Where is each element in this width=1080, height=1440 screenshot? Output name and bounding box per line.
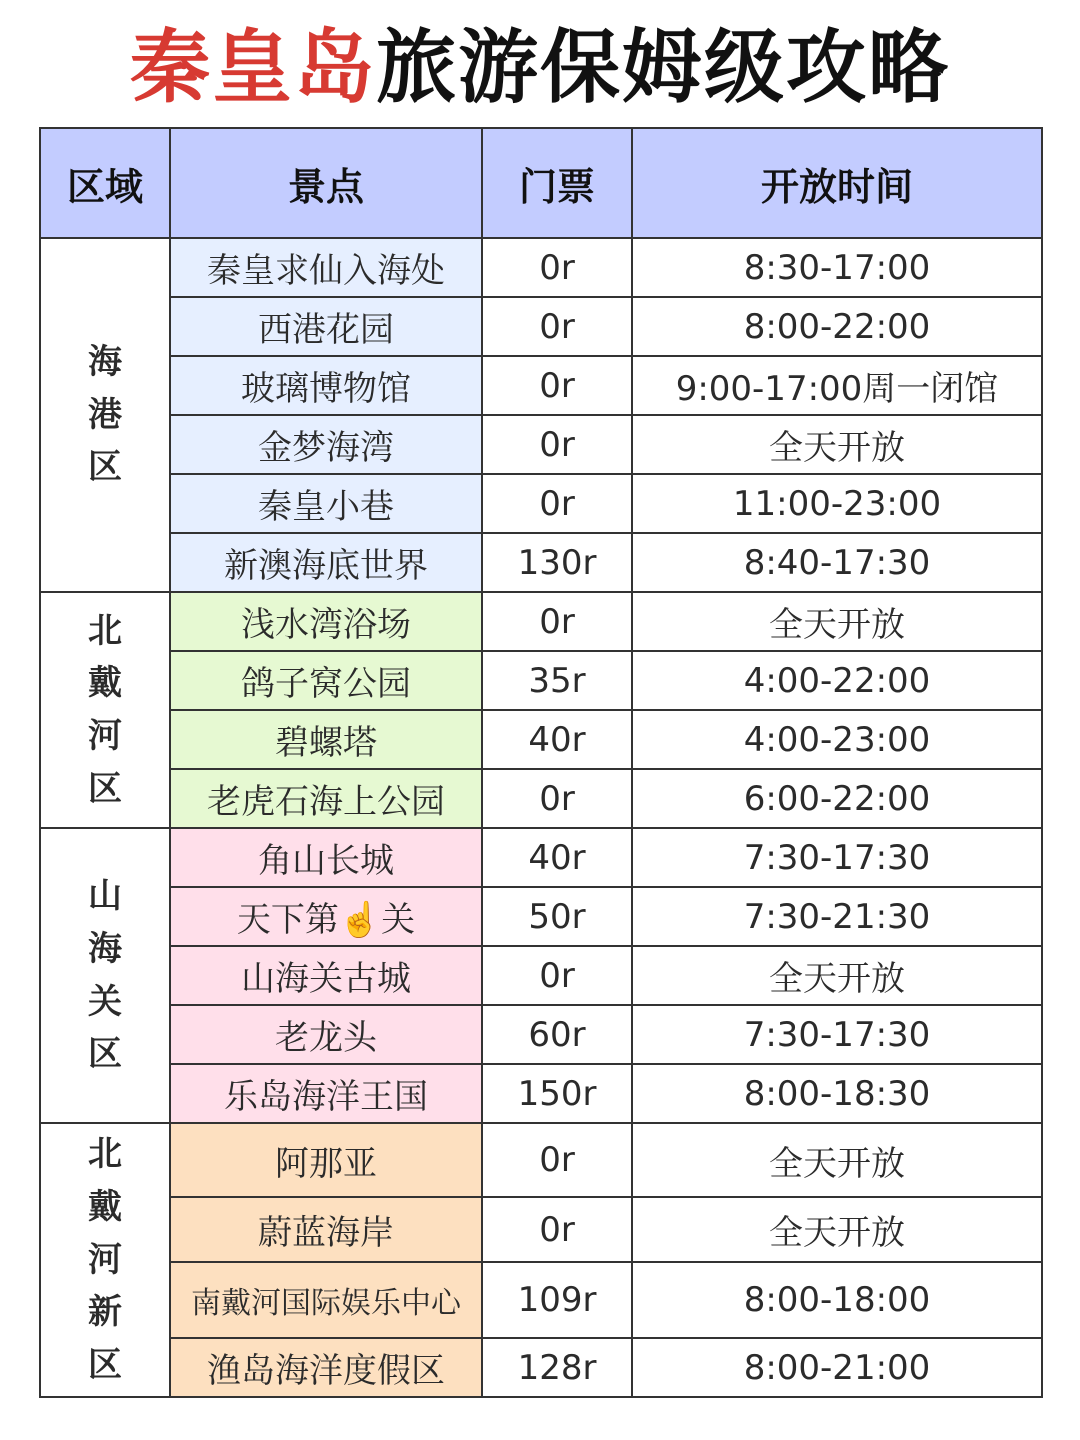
ticket-price: 0r [482, 238, 632, 297]
region-beidaihe: 北 戴 河 区 [40, 592, 170, 828]
spot-name: 山海关古城 [170, 946, 482, 1005]
spot-name: 天下第☝️关 [170, 887, 482, 946]
table-row [40, 415, 1042, 474]
opening-hours: 4:00-22:00 [632, 651, 1042, 710]
region-haigang: 海 港 区 [40, 238, 170, 592]
spot-name: 鸽子窝公园 [170, 651, 482, 710]
header-hours: 开放时间 [632, 128, 1042, 238]
opening-hours: 8:00-22:00 [632, 297, 1042, 356]
opening-hours: 全天开放 [632, 592, 1042, 651]
spot-name: 玻璃博物馆 [170, 356, 482, 415]
header-ticket: 门票 [482, 128, 632, 238]
spot-name: 阿那亚 [170, 1123, 482, 1197]
ticket-price: 150r [482, 1064, 632, 1123]
table-row [40, 946, 1042, 1005]
page-title [0, 18, 1080, 118]
ticket-price: 0r [482, 1197, 632, 1262]
opening-hours: 8:30-17:00 [632, 238, 1042, 297]
ticket-price: 128r [482, 1338, 632, 1397]
opening-hours: 6:00-22:00 [632, 769, 1042, 828]
table-row [40, 887, 1042, 946]
ticket-price: 0r [482, 592, 632, 651]
spot-name: 新澳海底世界 [170, 533, 482, 592]
table-row [40, 1123, 1042, 1197]
table-row [40, 769, 1042, 828]
opening-hours: 11:00-23:00 [632, 474, 1042, 533]
table-row [40, 1197, 1042, 1262]
opening-hours: 8:00-18:30 [632, 1064, 1042, 1123]
opening-hours: 7:30-21:30 [632, 887, 1042, 946]
ticket-price: 0r [482, 297, 632, 356]
table-row [40, 1064, 1042, 1123]
ticket-price: 130r [482, 533, 632, 592]
opening-hours: 8:00-18:00 [632, 1262, 1042, 1338]
opening-hours: 全天开放 [632, 1197, 1042, 1262]
spot-name: 老龙头 [170, 1005, 482, 1064]
opening-hours: 全天开放 [632, 1123, 1042, 1197]
table-row [40, 356, 1042, 415]
table-row [40, 828, 1042, 887]
spot-name: 秦皇小巷 [170, 474, 482, 533]
spot-name: 碧螺塔 [170, 710, 482, 769]
ticket-price: 0r [482, 769, 632, 828]
ticket-price: 35r [482, 651, 632, 710]
table-row [40, 1262, 1042, 1338]
ticket-price: 0r [482, 415, 632, 474]
table-row [40, 1338, 1042, 1397]
table-row [40, 592, 1042, 651]
header-spot: 景点 [170, 128, 482, 238]
spot-name: 蔚蓝海岸 [170, 1197, 482, 1262]
title-city: 秦皇岛 [130, 21, 376, 114]
header-region: 区域 [40, 128, 170, 238]
table-row [40, 710, 1042, 769]
ticket-price: 60r [482, 1005, 632, 1064]
spot-name: 南戴河国际娱乐中心 [170, 1262, 482, 1338]
ticket-price: 0r [482, 356, 632, 415]
spot-name: 浅水湾浴场 [170, 592, 482, 651]
opening-hours: 7:30-17:30 [632, 1005, 1042, 1064]
spot-name: 金梦海湾 [170, 415, 482, 474]
spot-name: 西港花园 [170, 297, 482, 356]
table-row [40, 533, 1042, 592]
title-subtitle: 旅游保姆级攻略 [376, 21, 950, 114]
opening-hours: 全天开放 [632, 946, 1042, 1005]
opening-hours: 4:00-23:00 [632, 710, 1042, 769]
spot-name: 秦皇求仙入海处 [170, 238, 482, 297]
region-beidaihe-new: 北 戴 河 新 区 [40, 1123, 170, 1397]
table-row [40, 238, 1042, 297]
region-shanhaiguan: 山 海 关 区 [40, 828, 170, 1123]
table-header-row [40, 128, 1042, 238]
table-row [40, 651, 1042, 710]
spot-name: 角山长城 [170, 828, 482, 887]
ticket-price: 0r [482, 474, 632, 533]
spot-name: 老虎石海上公园 [170, 769, 482, 828]
opening-hours: 7:30-17:30 [632, 828, 1042, 887]
table-row [40, 297, 1042, 356]
ticket-price: 0r [482, 1123, 632, 1197]
opening-hours: 9:00-17:00周一闭馆 [632, 356, 1042, 415]
ticket-price: 109r [482, 1262, 632, 1338]
table-row [40, 474, 1042, 533]
ticket-price: 50r [482, 887, 632, 946]
travel-guide-table [39, 127, 1043, 1398]
spot-name: 乐岛海洋王国 [170, 1064, 482, 1123]
ticket-price: 40r [482, 828, 632, 887]
opening-hours: 8:00-21:00 [632, 1338, 1042, 1397]
spot-name: 渔岛海洋度假区 [170, 1338, 482, 1397]
ticket-price: 0r [482, 946, 632, 1005]
table-row [40, 1005, 1042, 1064]
opening-hours: 8:40-17:30 [632, 533, 1042, 592]
opening-hours: 全天开放 [632, 415, 1042, 474]
ticket-price: 40r [482, 710, 632, 769]
